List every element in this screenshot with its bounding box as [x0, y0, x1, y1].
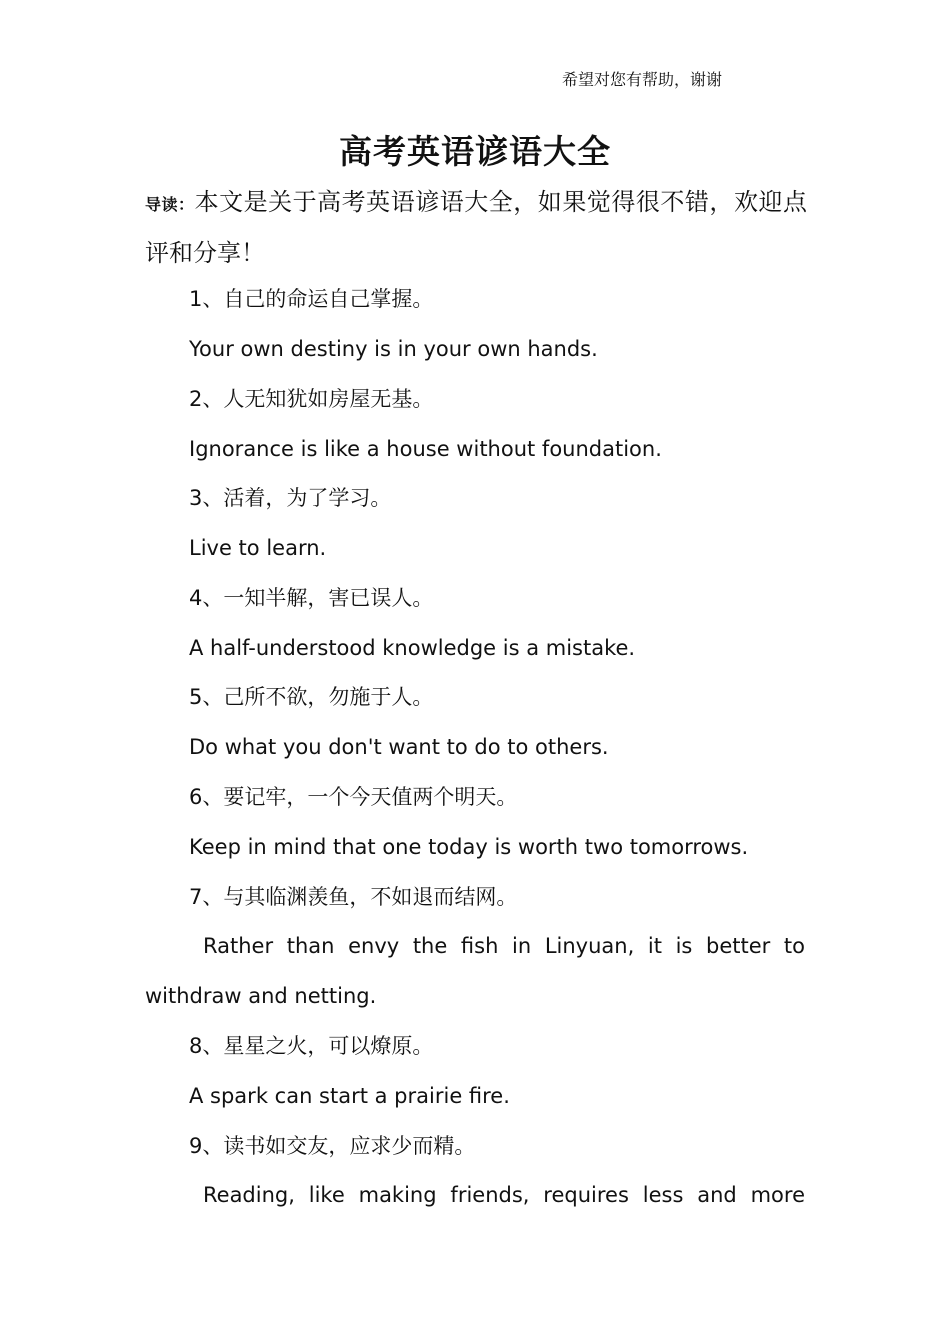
proverb-en-6: Keep in mind that one today is worth two tomorrows. — [189, 835, 749, 859]
intro-label: 导读： — [145, 195, 195, 214]
proverb-en-4: A half-understood knowledge is a mistake. — [189, 636, 636, 660]
proverb-en-5: Do what you don't want to do to others. — [189, 735, 609, 759]
proverb-zh-5: 5、己所不欲，勿施于人。 — [189, 685, 434, 709]
proverb-zh-7: 7、与其临渊羡鱼，不如退而结网。 — [189, 885, 518, 909]
proverb-en-1: Your own destiny is in your own hands. — [189, 337, 598, 361]
proverb-zh-9: 9、读书如交友，应求少而精。 — [189, 1134, 476, 1158]
proverb-en-3: Live to learn. — [189, 536, 327, 560]
intro-text: 本文是关于高考英语谚语大全，如果觉得很不错，欢迎点评和分享！ — [145, 188, 807, 267]
proverb-zh-6: 6、要记牢，一个今天值两个明天。 — [189, 785, 518, 809]
proverb-en-9: Reading, like making friends, requires less and more — [203, 1183, 805, 1207]
proverb-zh-3: 3、活着，为了学习。 — [189, 486, 392, 510]
proverb-en-2: Ignorance is like a house without foundation. — [189, 437, 662, 461]
proverb-en-7: Rather than envy the fish in Linyuan, it is better to withdraw and netting. — [145, 934, 805, 1008]
proverb-zh-2: 2、人无知犹如房屋无基。 — [189, 387, 434, 411]
proverb-zh-1: 1、自己的命运自己掌握。 — [189, 287, 434, 311]
document-title: 高考英语谚语大全 — [339, 132, 611, 171]
proverb-zh-4: 4、一知半解，害已误人。 — [189, 586, 434, 610]
header-note: 希望对您有帮助，谢谢 — [562, 70, 723, 89]
intro-paragraph — [145, 178, 807, 277]
proverb-zh-8: 8、星星之火，可以燎原。 — [189, 1034, 434, 1058]
proverb-en-8: A spark can start a prairie fire. — [189, 1084, 510, 1108]
